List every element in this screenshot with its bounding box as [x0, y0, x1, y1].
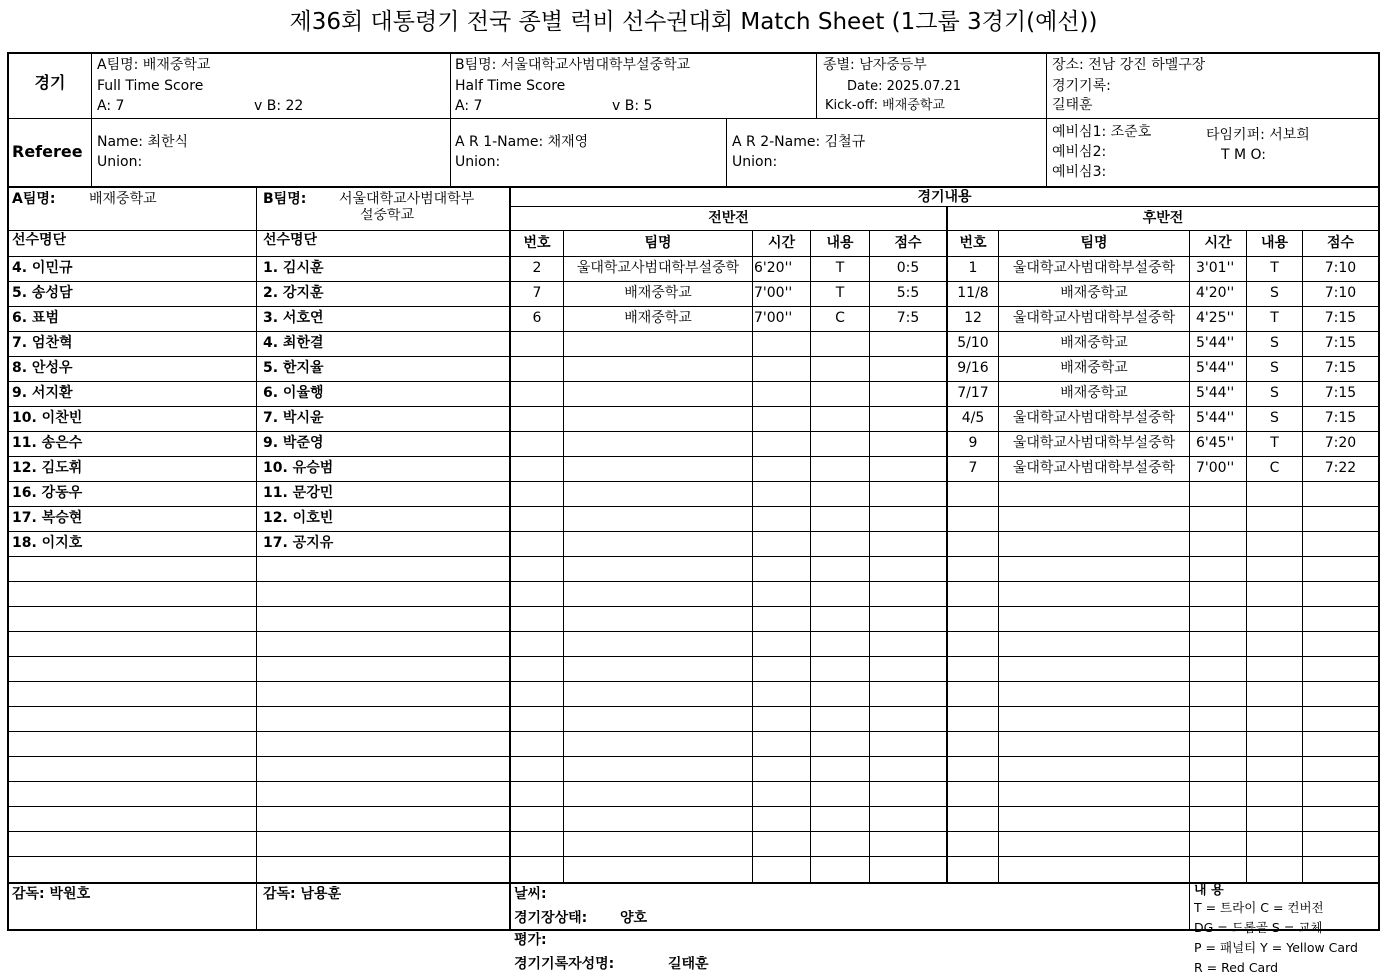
first-half-team: 배재중학교 [624, 285, 692, 301]
second-half-no: 7/17 [957, 385, 989, 401]
match-sheet [7, 52, 1380, 975]
second-half-time: 6'45'' [1196, 435, 1235, 451]
second-half-type: S [1270, 335, 1279, 351]
half-time-b: v B: 5 [612, 98, 653, 114]
second-half-no: 5/10 [957, 335, 989, 351]
team-b-label: B팀명: [263, 191, 307, 207]
rule [9, 186, 1378, 188]
second-half-type: S [1270, 410, 1279, 426]
legend-line: T = 트라이 C = 컨버전 [1194, 900, 1324, 915]
col-time: 시간 [1204, 235, 1232, 251]
roster-a-label: 선수명단 [12, 232, 67, 248]
recorder-label: 경기기록: [1052, 78, 1111, 94]
full-time-a: A: 7 [97, 98, 125, 114]
first-half-score: 7:5 [896, 310, 920, 326]
reserve-referee-1: 예비심1: 조준호 [1052, 124, 1152, 140]
team-b-name: B팀명: 서울대학교사범대학부설중학교 [455, 57, 691, 73]
row-rule [9, 656, 1378, 657]
second-half-no: 11/8 [957, 285, 989, 301]
second-half-no: 9/16 [957, 360, 989, 376]
row-rule [9, 781, 1378, 782]
rule [9, 118, 1378, 119]
team-b-value: 서울대학교사범대학부 [339, 191, 475, 207]
ar2-union: Union: [732, 154, 778, 170]
row-rule [9, 681, 1378, 682]
second-half-type: S [1270, 285, 1279, 301]
second-half-time: 5'44'' [1196, 385, 1235, 401]
kickoff: Kick-off: 배재중학교 [825, 98, 945, 113]
player-b: 3. 서호연 [263, 310, 324, 326]
legend-title: 내 용 [1194, 883, 1224, 898]
ar1-name: A R 1-Name: 채재영 [455, 134, 589, 150]
roster-b-label: 선수명단 [263, 232, 318, 248]
category: 종별: 남자중등부 [823, 57, 927, 73]
col-team: 팀명 [644, 235, 672, 251]
player-a: 5. 송성담 [12, 285, 73, 301]
second-half-time: 5'44'' [1196, 410, 1235, 426]
player-b: 9. 박준영 [263, 435, 324, 451]
second-half-no: 4/5 [961, 410, 985, 426]
second-half-no: 1 [968, 260, 978, 276]
referee-union: Union: [97, 154, 143, 170]
first-half-score: 5:5 [896, 285, 920, 301]
player-a: 12. 김도휘 [12, 460, 83, 476]
second-half-score: 7:15 [1324, 385, 1357, 401]
second-half-no: 7 [968, 460, 978, 476]
second-half-title: 후반전 [1142, 210, 1184, 226]
player-a: 17. 복승현 [12, 510, 83, 526]
team-a-label: A팀명: [12, 191, 56, 207]
col-score: 점수 [1326, 235, 1355, 251]
second-half-type: S [1270, 385, 1279, 401]
col-score: 점수 [894, 235, 922, 251]
second-half-score: 7:10 [1324, 285, 1357, 301]
second-half-type: C [1269, 460, 1280, 476]
player-a: 11. 송은수 [12, 435, 83, 451]
second-half-time: 4'20'' [1196, 285, 1235, 301]
full-time-b: v B: 22 [254, 98, 304, 114]
rule [450, 54, 451, 186]
second-half-no: 9 [968, 435, 978, 451]
second-half-team: 배재중학교 [1060, 385, 1128, 401]
rule [816, 54, 817, 118]
reserve-referee-3: 예비심3: [1052, 164, 1107, 180]
player-b: 11. 문강민 [263, 485, 334, 501]
rule [1046, 54, 1047, 186]
second-half-score: 7:20 [1324, 435, 1357, 451]
player-b: 4. 최한결 [263, 335, 324, 351]
timekeeper: 타임키퍼: 서보희 [1206, 127, 1310, 143]
second-half-type: T [1270, 435, 1279, 451]
row-rule [9, 731, 1378, 732]
legend-line: DG = 드롭골 S = 교체 [1194, 920, 1323, 935]
venue: 장소: 전남 강진 하멜구장 [1052, 57, 1206, 73]
player-a: 10. 이찬빈 [12, 410, 83, 426]
second-half-time: 4'25'' [1196, 310, 1235, 326]
col-type: 내용 [1260, 235, 1289, 251]
rule [726, 118, 727, 186]
first-half-type: T [835, 285, 845, 301]
player-b: 7. 박시윤 [263, 410, 324, 426]
second-half-team: 배재중학교 [1060, 335, 1128, 351]
rule [752, 230, 753, 882]
player-b: 12. 이호빈 [263, 510, 334, 526]
first-half-type: T [835, 260, 845, 276]
second-half-type: S [1270, 360, 1279, 376]
player-a: 8. 안성우 [12, 360, 73, 376]
game-label: 경기 [34, 74, 66, 91]
team-a-name: A팀명: 배재중학교 [97, 57, 211, 73]
half-time-a: A: 7 [455, 98, 483, 114]
player-a: 7. 엄찬혁 [12, 335, 73, 351]
second-half-team: 울대학교사범대학부설중학 [1012, 410, 1176, 426]
first-half-no: 6 [532, 310, 542, 326]
full-time-label: Full Time Score [97, 78, 204, 94]
player-a: 9. 서지환 [12, 385, 73, 401]
coach-b: 감독: 남용훈 [263, 886, 342, 902]
second-half-time: 3'01'' [1196, 260, 1235, 276]
match-content-title: 경기내용 [917, 189, 972, 205]
first-half-title: 전반전 [708, 210, 749, 226]
reserve-referee-2: 예비심2: [1052, 144, 1107, 160]
second-half-team: 울대학교사범대학부설중학 [1012, 460, 1176, 476]
col-type: 내용 [826, 235, 854, 251]
rule [256, 186, 257, 931]
row-rule [9, 831, 1378, 832]
col-no: 번호 [523, 235, 551, 251]
first-half-score: 0:5 [896, 260, 920, 276]
referee-name: Name: 최한식 [97, 134, 189, 150]
second-half-team: 울대학교사범대학부설중학 [1012, 435, 1176, 451]
first-half-type: C [835, 310, 845, 326]
row-rule [9, 706, 1378, 707]
coach-a: 감독: 박원호 [12, 886, 91, 902]
first-half-team: 울대학교사범대학부설중학 [576, 260, 740, 276]
legend-line: R = Red Card [1194, 960, 1279, 975]
team-b-value-2: 설중학교 [360, 208, 415, 223]
player-b: 1. 김시훈 [263, 260, 324, 276]
second-half-team: 배재중학교 [1060, 285, 1128, 301]
second-half-time: 5'44'' [1196, 360, 1235, 376]
player-a: 6. 표범 [12, 310, 59, 326]
second-half-time: 5'44'' [1196, 335, 1235, 351]
first-half-no: 7 [532, 285, 542, 301]
second-half-team: 울대학교사범대학부설중학 [1012, 260, 1176, 276]
second-half-time: 7'00'' [1196, 460, 1235, 476]
second-half-team: 배재중학교 [1060, 360, 1128, 376]
field-condition-label: 경기장상태: [514, 910, 588, 926]
row-rule [9, 756, 1378, 757]
recorder-sign-value: 길태훈 [668, 956, 709, 972]
player-a: 18. 이지호 [12, 535, 83, 551]
row-rule [9, 631, 1378, 632]
row-rule [9, 581, 1378, 582]
first-half-time: 6'20'' [754, 260, 793, 276]
second-half-type: T [1270, 260, 1279, 276]
field-condition-value: 양호 [620, 910, 648, 926]
first-half-no: 2 [532, 260, 542, 276]
team-a-value: 배재중학교 [89, 191, 157, 207]
row-rule [9, 806, 1378, 807]
ar1-union: Union: [455, 154, 501, 170]
rule [509, 206, 1378, 207]
recorder-name: 길태훈 [1052, 97, 1093, 113]
ar2-name: A R 2-Name: 김철규 [732, 134, 866, 150]
second-half-score: 7:15 [1324, 360, 1357, 376]
second-half-score: 7:15 [1324, 335, 1357, 351]
legend-line: P = 패널티 Y = Yellow Card [1194, 940, 1358, 955]
col-team: 팀명 [1080, 235, 1108, 251]
second-half-no: 12 [964, 310, 982, 326]
referee-label: Referee [12, 143, 83, 160]
player-b: 5. 한지율 [263, 360, 324, 376]
match-date: Date: 2025.07.21 [847, 79, 962, 94]
col-time: 시간 [767, 235, 796, 251]
col-no: 번호 [959, 235, 987, 251]
half-time-label: Half Time Score [455, 78, 566, 94]
rule [9, 882, 1378, 884]
second-half-type: T [1270, 310, 1279, 326]
second-half-score: 7:10 [1324, 260, 1357, 276]
row-rule [9, 556, 1378, 557]
player-b: 6. 이율행 [263, 385, 324, 401]
rule [91, 54, 92, 186]
second-half-score: 7:22 [1324, 460, 1357, 476]
player-b: 10. 유승범 [263, 460, 334, 476]
player-b: 17. 공지유 [263, 535, 334, 551]
rule [1189, 230, 1190, 931]
page-title: 제36회 대통령기 전국 종별 럭비 선수권대회 Match Sheet (1그룹 3경기(예선)) [289, 9, 1098, 35]
second-half-score: 7:15 [1324, 310, 1357, 326]
tmo: T M O: [1221, 147, 1267, 163]
row-rule [9, 856, 1378, 857]
row-rule [9, 606, 1378, 607]
second-half-score: 7:15 [1324, 410, 1357, 426]
weather: 날씨: [514, 886, 547, 902]
first-half-time: 7'00'' [754, 310, 793, 326]
first-half-time: 7'00'' [754, 285, 793, 301]
second-half-team: 울대학교사범대학부설중학 [1012, 310, 1176, 326]
evaluation: 평가: [514, 932, 547, 948]
player-b: 2. 강지훈 [263, 285, 324, 301]
recorder-sign-label: 경기기록자성명: [514, 956, 615, 972]
player-a: 4. 이민규 [12, 260, 73, 276]
player-a: 16. 강동우 [12, 485, 83, 501]
first-half-team: 배재중학교 [624, 310, 692, 326]
